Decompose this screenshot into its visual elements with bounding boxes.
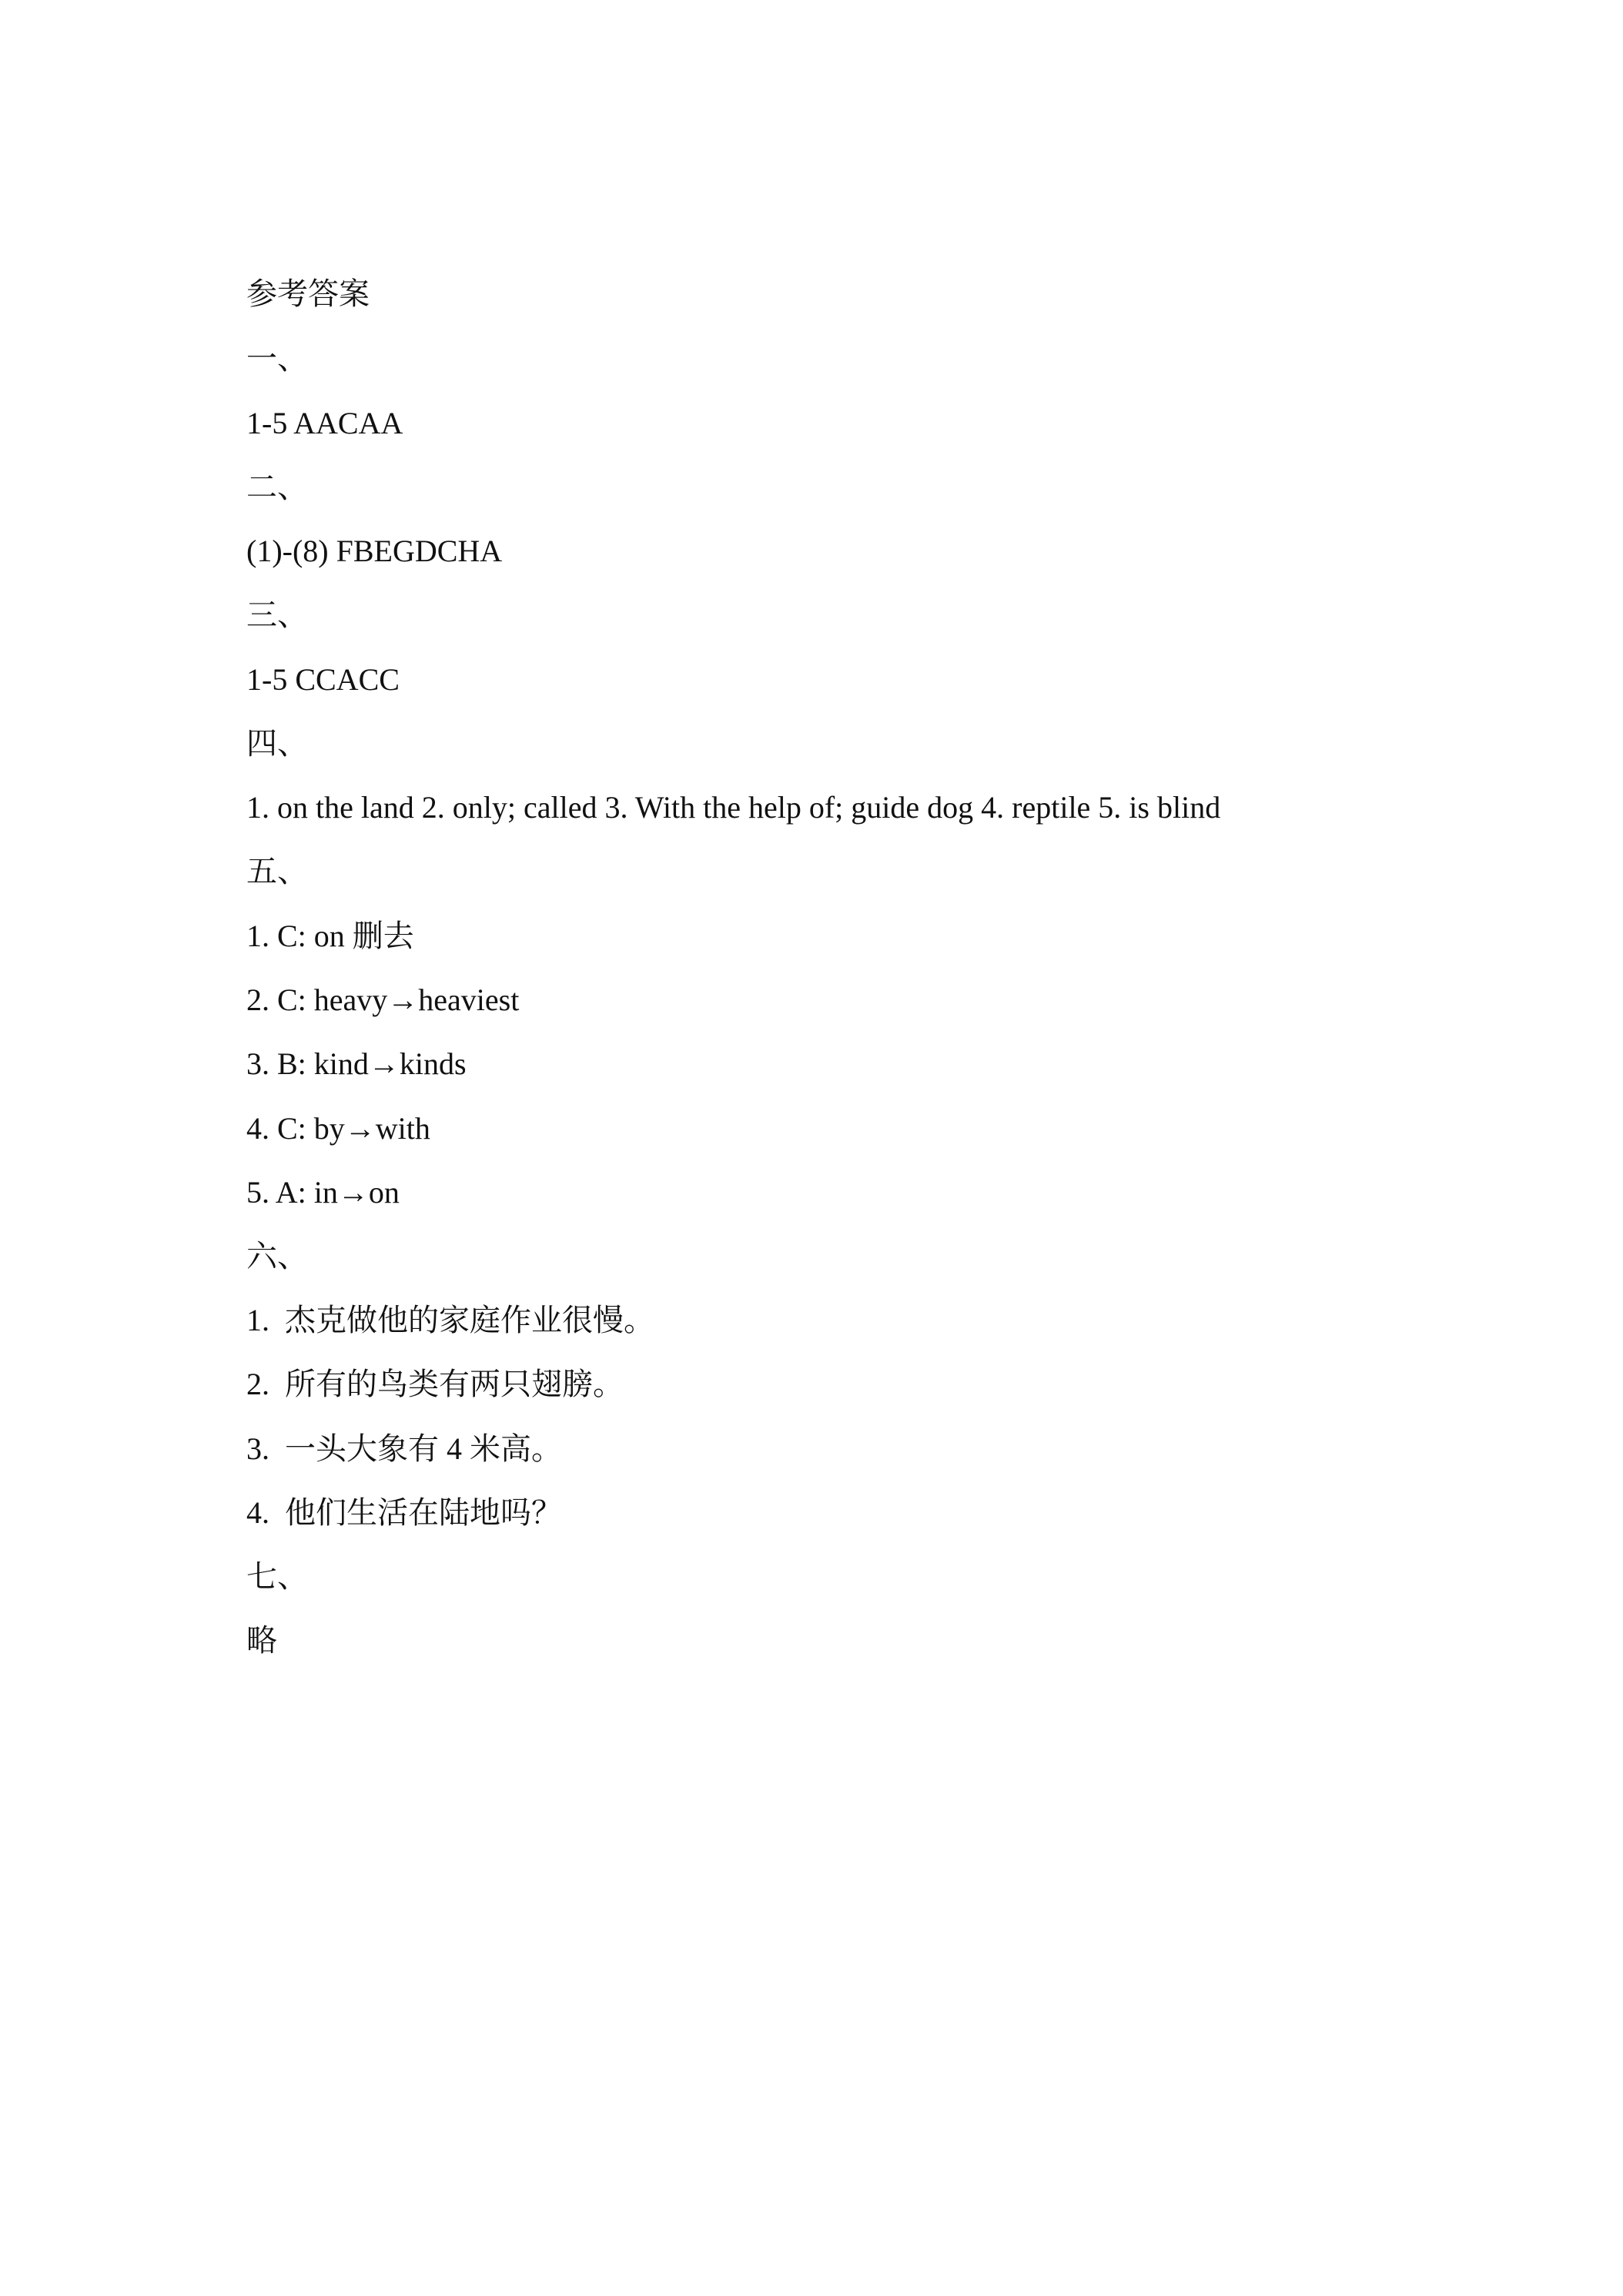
answer-line: 2. 所有的鸟类有两只翅膀。 bbox=[246, 1367, 624, 1401]
answer-line: 1-5 CCACC bbox=[246, 662, 400, 697]
section-heading: 五、 bbox=[246, 854, 308, 889]
answer-line: 5. A: in→on bbox=[246, 1175, 400, 1210]
answer-line: 4. C: by→with bbox=[246, 1111, 430, 1146]
section-heading: 一、 bbox=[246, 341, 308, 376]
section-heading: 六、 bbox=[246, 1239, 308, 1274]
section-heading: 二、 bbox=[246, 470, 308, 504]
answer-line: 1. 杰克做他的家庭作业很慢。 bbox=[246, 1303, 654, 1337]
answer-line: 3. 一头大象有 4 米高。 bbox=[246, 1431, 562, 1466]
answer-line: 2. C: heavy→heaviest bbox=[246, 982, 520, 1017]
answer-line: (1)-(8) FBEGDCHA bbox=[246, 534, 503, 568]
answer-line: 1-5 AACAA bbox=[246, 406, 403, 440]
answer-line: 3. B: kind→kinds bbox=[246, 1046, 467, 1081]
answer-line: 1. C: on 删去 bbox=[246, 919, 414, 953]
section-heading: 四、 bbox=[246, 726, 308, 761]
section-heading: 三、 bbox=[246, 597, 308, 632]
page-title: 参考答案 bbox=[246, 276, 370, 311]
section-heading: 七、 bbox=[246, 1559, 308, 1594]
answer-line: 略 bbox=[246, 1623, 277, 1658]
answer-line: 1. on the land 2. only; called 3. With the help of; guide dog 4. reptile 5. is blind bbox=[246, 790, 1221, 825]
answer-line: 4. 他们生活在陆地吗？ bbox=[246, 1495, 562, 1530]
